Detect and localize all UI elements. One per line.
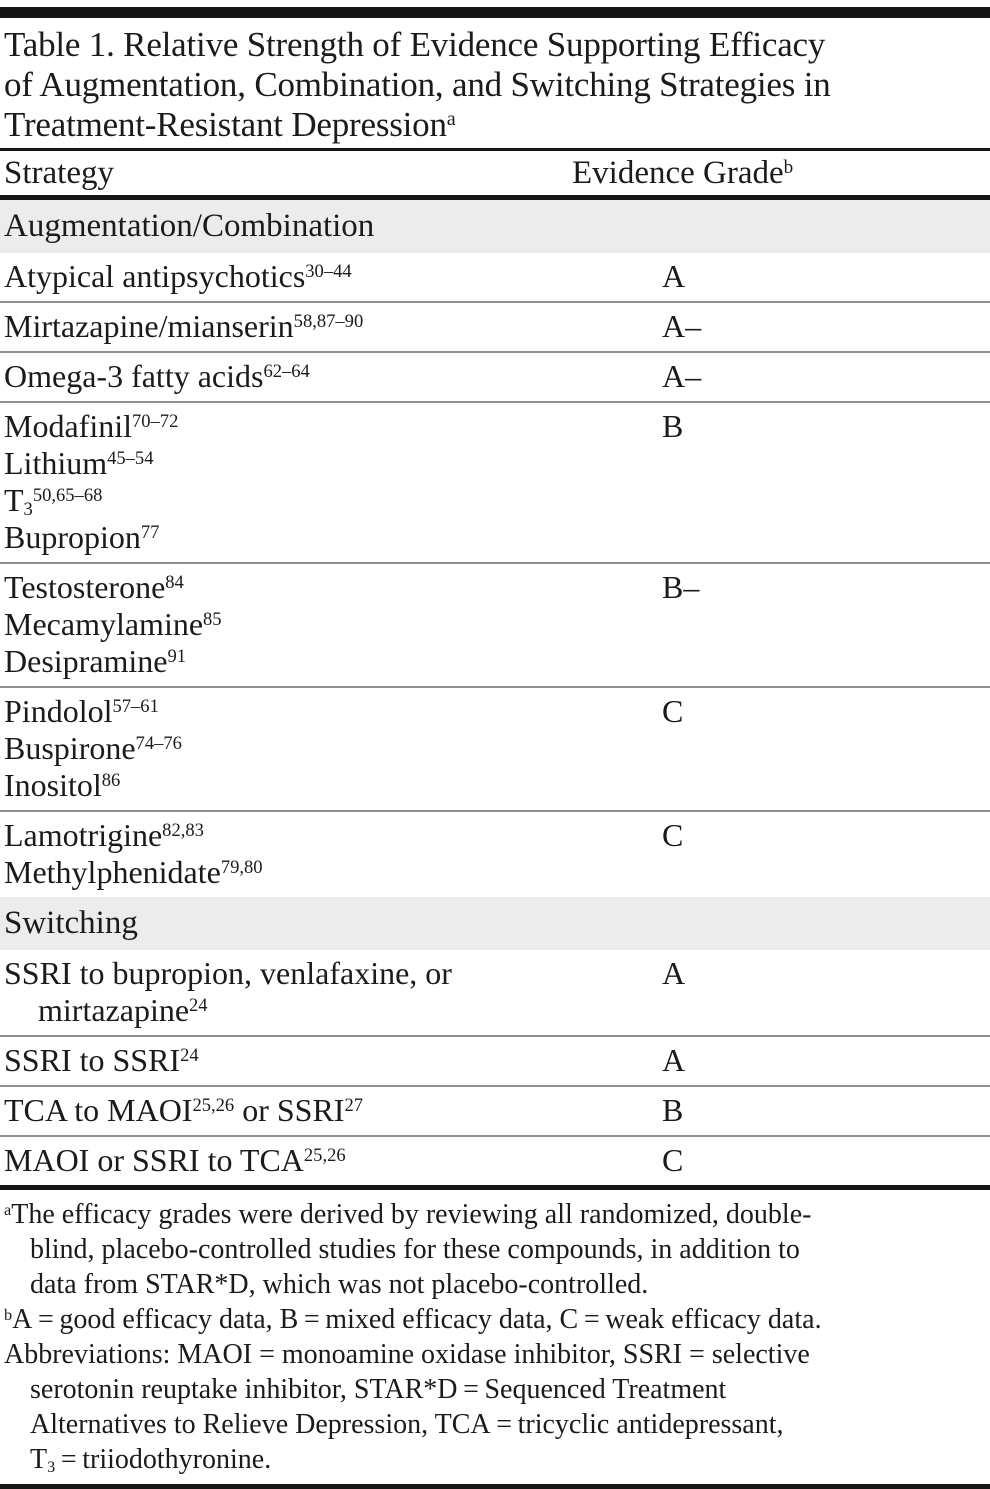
table-row (0, 1137, 990, 1185)
strategy-line: SSRI to bupropion, venlafaxine, or (4, 955, 452, 991)
table-row (0, 253, 990, 303)
grade-cell: B (662, 408, 684, 444)
footnote (4, 1197, 990, 1302)
strategy-line: Mirtazapine/mianserin$^{58,87-90}$ (4, 308, 364, 344)
strategy-line: Atypical antipsychotics$^{30-44}$ (4, 258, 352, 294)
strategy-line: mirtazapine$^{24}$ (38, 992, 208, 1028)
top-rule (0, 7, 990, 18)
footnote (4, 1337, 990, 1477)
strategy-cell (0, 955, 572, 1029)
footnote-line: $T_3$ = triiodothyronine. (30, 1444, 272, 1476)
footnote-line: blind, placebo-controlled studies for these compounds, in addition to (30, 1234, 800, 1265)
strategy-line: Pindolol$^{57-61}$ (4, 693, 159, 729)
footnote-line: Abbreviations: MAOI = monoamine oxidase inhibitor, SSRI = selective (4, 1339, 810, 1370)
strategy-cell (0, 308, 572, 345)
grade-cell: A (662, 258, 686, 294)
table-row (0, 1037, 990, 1087)
strategy-line: $T_3^{50,65-68}$ (4, 482, 103, 521)
grade-cell: C (662, 693, 684, 729)
grade-cell: A– (662, 358, 702, 394)
grade-cell: C (662, 1142, 684, 1178)
column-header-strategy: Strategy (4, 155, 114, 191)
strategy-line: MAOI or SSRI to TCA$^{25,26}$ (4, 1142, 346, 1178)
strategy-cell (0, 1042, 572, 1079)
table-row (0, 812, 990, 897)
grade-cell: A (662, 1042, 686, 1078)
footnote-marker: b (4, 1305, 13, 1324)
footnote-line: Alternatives to Relieve Depression, TCA = tricyclic antidepressant, (30, 1409, 784, 1440)
table-row (0, 303, 990, 353)
strategy-cell (0, 693, 572, 804)
table-row (0, 1087, 990, 1137)
table-row (0, 353, 990, 403)
footnote-marker-b-ref: b (783, 157, 794, 179)
table-body (0, 200, 990, 1185)
grade-cell: B (662, 1092, 684, 1128)
table-row (0, 403, 990, 564)
table-title-line: Table 1. Relative Strength of Evidence Supporting Efficacy (4, 25, 826, 64)
strategy-cell (0, 569, 572, 680)
footnote-line: serotonin reuptake inhibitor, STAR*D = Sequenced Treatment (30, 1374, 727, 1405)
table-title-line: Treatment-Resistant Depression$^a$ (4, 105, 456, 144)
strategy-cell (0, 817, 572, 891)
column-header-grade (572, 156, 793, 190)
footnote-line: $^b$A = good efficacy data, B = mixed efficacy data, C = weak efficacy data. (4, 1304, 822, 1335)
strategy-cell (0, 1142, 572, 1179)
table-row (0, 950, 990, 1037)
table-title (0, 18, 990, 148)
strategy-line: Testosterone$^{84}$ (4, 569, 184, 605)
strategy-cell (0, 1092, 572, 1129)
bottom-rule (0, 1484, 990, 1489)
section-row: Augmentation/Combination (0, 200, 990, 253)
strategy-line: Bupropion$^{77}$ (4, 519, 160, 555)
grade-cell: B– (662, 569, 700, 605)
strategy-line: Lithium$^{45-54}$ (4, 445, 154, 481)
strategy-cell (0, 408, 572, 556)
strategy-line: Modafinil$^{70-72}$ (4, 408, 179, 444)
strategy-line: Mecamylamine$^{85}$ (4, 606, 222, 642)
strategy-line: SSRI to SSRI$^{24}$ (4, 1042, 199, 1078)
column-header-grade-label: Evidence Grade (572, 155, 784, 191)
strategy-cell (0, 258, 572, 295)
strategy-line: Buspirone$^{74-76}$ (4, 730, 182, 766)
grade-cell: A (662, 955, 686, 991)
strategy-line: Omega-3 fatty acids$^{62-64}$ (4, 358, 310, 394)
strategy-line: Inositol$^{86}$ (4, 767, 121, 803)
table-header-row (0, 151, 990, 195)
strategy-line: Desipramine$^{91}$ (4, 643, 187, 679)
footnote-line: $^a$The efficacy grades were derived by reviewing all randomized, double- (4, 1199, 812, 1230)
grade-cell: A– (662, 308, 702, 344)
table-1-panel (0, 7, 990, 1476)
footnote (4, 1302, 990, 1337)
footnote-line: data from STAR*D, which was not placebo-controlled. (30, 1269, 649, 1300)
strategy-line: Methylphenidate$^{79,80}$ (4, 854, 263, 890)
table-title-line: of Augmentation, Combination, and Switching Strategies in (4, 65, 831, 104)
strategy-line: Lamotrigine$^{82,83}$ (4, 817, 204, 853)
table-row (0, 564, 990, 688)
section-row: Switching (0, 897, 990, 950)
strategy-cell (0, 358, 572, 395)
table-row (0, 688, 990, 812)
strategy-line: TCA to MAOI$^{25,26}$ or SSRI$^{27}$ (4, 1092, 363, 1128)
footnote-marker: a (4, 1200, 12, 1219)
grade-cell: C (662, 817, 684, 853)
footnotes (0, 1190, 990, 1481)
